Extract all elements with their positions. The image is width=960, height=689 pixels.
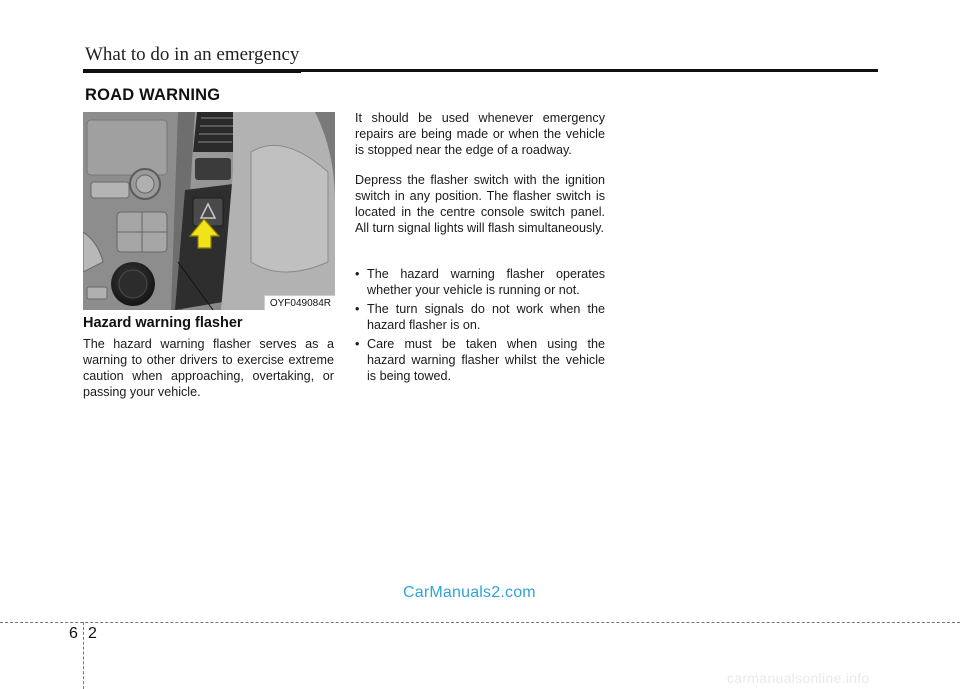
list-item xyxy=(355,336,605,384)
figure-code: OYF049084R xyxy=(264,295,335,310)
chapter-number: 6 xyxy=(69,625,78,642)
hazard-description: The hazard warning flasher serves as a warning to other drivers to exercise extreme caution when approaching, overtaking, or passing your vehicle. xyxy=(83,337,334,399)
dashboard-illustration xyxy=(83,112,335,310)
footer-vertical-divider xyxy=(83,622,84,689)
notes-list xyxy=(355,266,605,387)
page-number: 2 xyxy=(88,625,97,642)
bullet-icon: • xyxy=(355,337,360,351)
list-item-text: The turn signals do not work when the hazard flasher is on. xyxy=(367,302,605,332)
list-item-text: Care must be taken when using the hazard warning flasher whilst the vehicle is being towed. xyxy=(367,337,605,383)
hazard-subheading: Hazard warning flasher xyxy=(83,315,243,331)
header-rule-accent xyxy=(83,69,301,73)
site-watermark: carmanualsonline.info xyxy=(727,670,870,686)
dashboard-figure xyxy=(83,112,335,310)
bullet-icon: • xyxy=(355,302,360,316)
section-heading: ROAD WARNING xyxy=(85,86,221,104)
page-header-title: What to do in an emergency xyxy=(85,44,300,65)
watermark-link[interactable]: CarManuals2.com xyxy=(403,584,536,601)
operation-paragraph: Depress the flasher switch with the ignition switch in any position. The flasher switch is located in the centre console switch panel. All turn signal lights will flash simultaneously. xyxy=(355,173,605,235)
bullet-icon: • xyxy=(355,267,360,281)
footer-divider xyxy=(0,622,960,623)
list-item-text: The hazard warning flasher operates whether your vehicle is running or not. xyxy=(367,267,605,297)
usage-paragraph: It should be used whenever emergency repairs are being made or when the vehicle is stopped near the edge of a roadway. xyxy=(355,111,605,157)
list-item xyxy=(355,301,605,333)
list-item xyxy=(355,266,605,298)
